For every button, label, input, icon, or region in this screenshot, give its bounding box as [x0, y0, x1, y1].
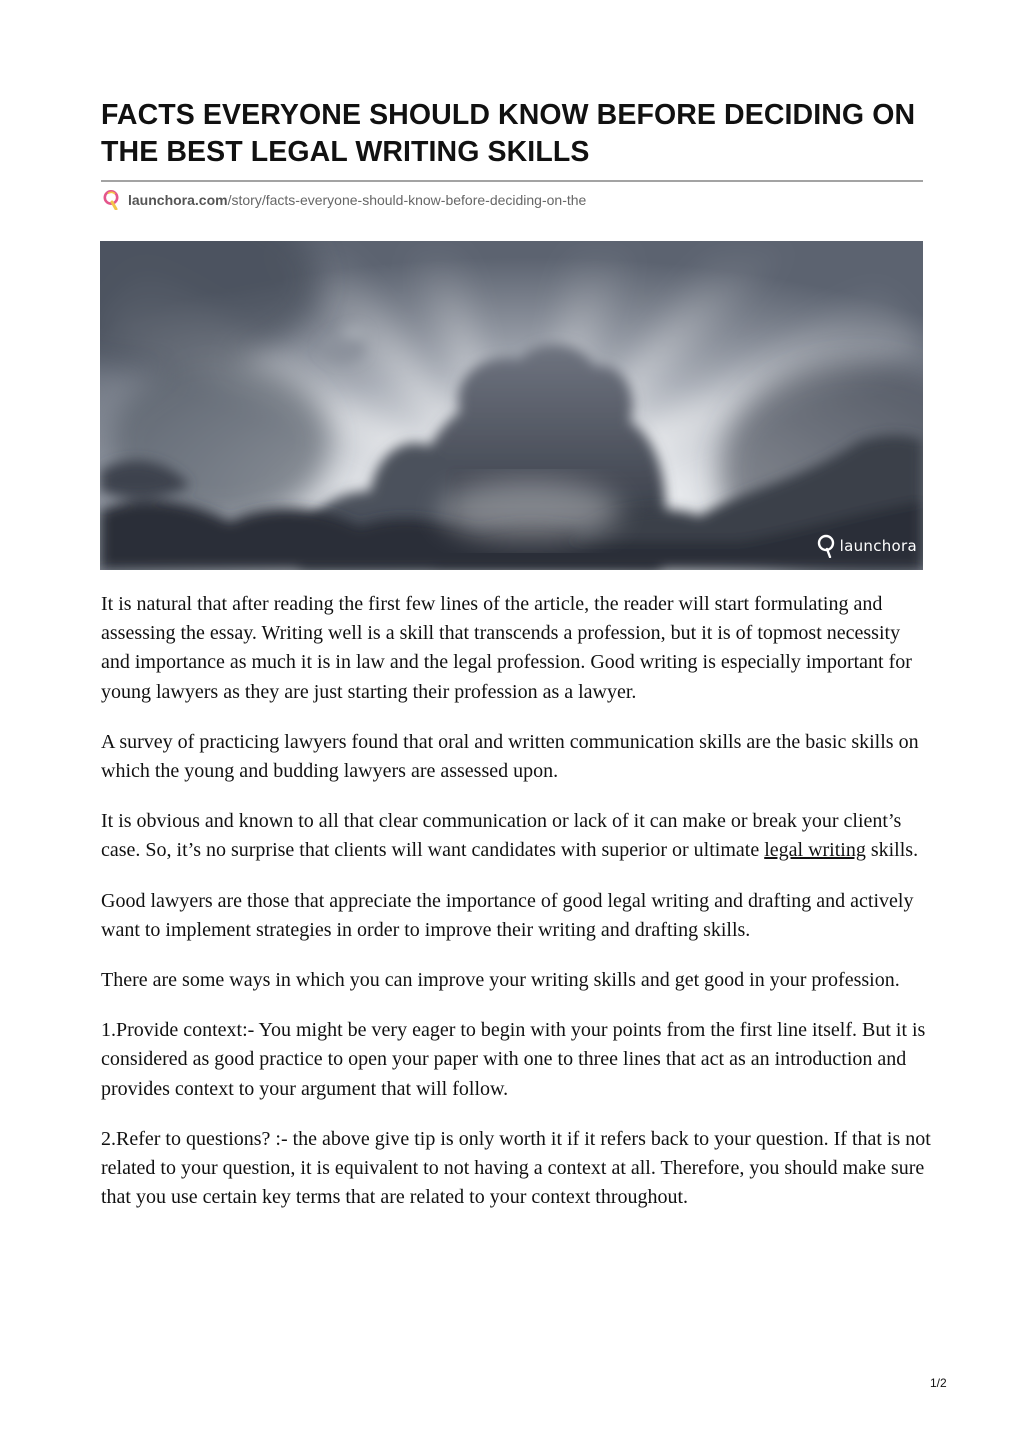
launchora-logo-icon [103, 190, 120, 210]
paragraph-4: Good lawyers are those that appreciate the importance of good legal writing and drafting and actively want to implement strategies in order to improve their writing and drafting skills. [101, 889, 914, 941]
source-link[interactable] [128, 192, 586, 208]
article-body [101, 590, 931, 1233]
source-line [103, 189, 586, 211]
paragraph-3-text-before: It is obvious and known to all that clear communication or lack of it can make or break your client’s case. So, it’s no surprise that clients will want candidates with superior or ultimate [101, 810, 902, 862]
paragraph-3-text-after: skills. [865, 839, 919, 862]
paragraph-6: 1.Provide context:- You might be very eager to begin with your points from the first line itself. But it is considered as good practice to open your paper with one to three lines that act as an introduction and provides context to your argument that will follow. [101, 1019, 926, 1100]
article-title: FACTS EVERYONE SHOULD KNOW BEFORE DECIDING ON THE BEST LEGAL WRITING SKILLS [101, 99, 916, 168]
source-domain: launchora.com [128, 192, 228, 208]
hero-image [100, 241, 923, 570]
paragraph-1: It is natural that after reading the first few lines of the article, the reader will start formulating and assessing the essay. Writing well is a skill that transcends a profession, but it is of topmost necessity and importance as much it is in law and the legal profession. Good writing is especially important for young lawyers as they are just starting their profession as a lawyer. [101, 593, 912, 703]
page-number: 1/2 [930, 1376, 947, 1390]
paragraph-7: 2.Refer to questions? :- the above give tip is only worth it if it refers back to your question. If that is not related to your question, it is equivalent to not having a context at all. Therefore, you should make sure that you use certain key terms that are related to your context throughout. [101, 1127, 931, 1209]
clouds-sunrays-image [100, 241, 923, 570]
paragraph-5: There are some ways in which you can improve your writing skills and get good in your profession. [101, 969, 900, 992]
watermark-logo-icon [816, 534, 836, 558]
launchora-watermark [816, 534, 917, 558]
paragraph-2: A survey of practicing lawyers found that oral and written communication skills are the basic skills on which the young and budding lawyers are assessed upon. [101, 730, 919, 783]
paragraph-3 [101, 807, 931, 865]
title-divider [101, 180, 923, 182]
source-path: /story/facts-everyone-should-know-before-deciding-on-the [227, 192, 587, 208]
watermark-text: launchora [839, 537, 917, 555]
legal-writing-link[interactable]: legal writing [764, 839, 866, 862]
